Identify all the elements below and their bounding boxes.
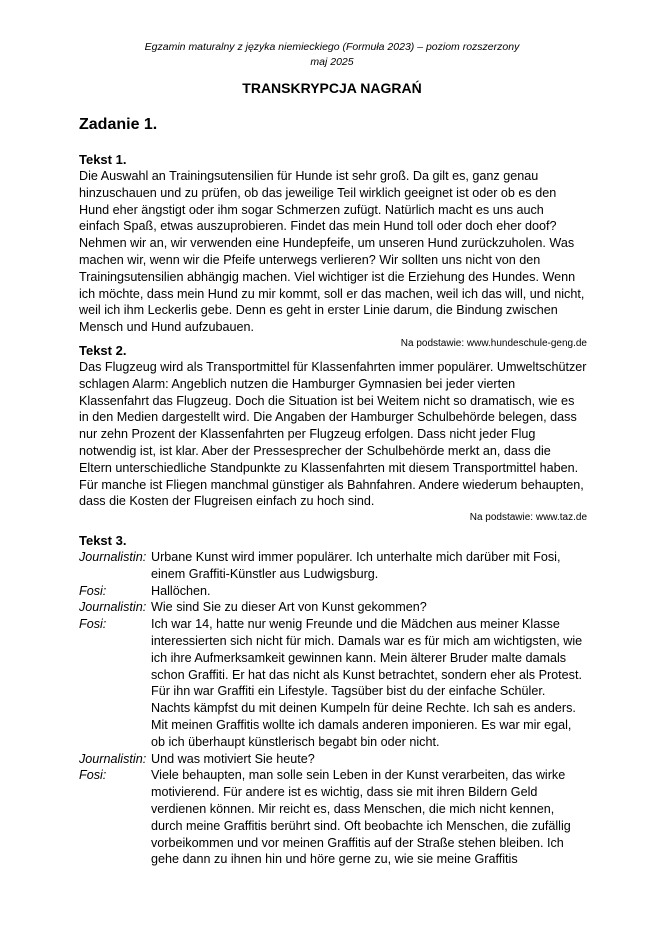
text-1-source: Na podstawie: www.hundeschule-geng.de [400, 337, 587, 349]
dialog-turn [79, 549, 587, 583]
dialog-turn [79, 751, 587, 768]
dialog-turn [79, 616, 587, 750]
text-2-heading: Tekst 2. [79, 343, 127, 358]
speech-text: Wie sind Sie zu dieser Art von Kunst gekommen? [151, 600, 427, 615]
speaker-label: Fosi: [79, 617, 107, 632]
text-2-source: Na podstawie: www.taz.de [469, 512, 587, 524]
speaker-label: Journalistin: [79, 751, 147, 766]
speaker-label: Journalistin: [79, 550, 147, 564]
speaker-label: Journalistin: [79, 600, 147, 615]
header-line-1: Egzamin maturalny z języka niemieckiego (Formuła 2023) – poziom rozszerzony [144, 41, 520, 53]
text-3-heading: Tekst 3. [79, 533, 127, 548]
page-title: TRANSKRYPCJA NAGRAŃ [242, 80, 422, 96]
speech-text: Urbane Kunst wird immer populärer. Ich unterhalte mich darüber mit Fosi, einem Graffiti-Künstler aus Ludwigsburg. [151, 550, 561, 581]
text-1-section [79, 151, 587, 351]
speech-text: Hallöchen. [151, 583, 211, 598]
task-heading: Zadanie 1. [79, 116, 158, 133]
speaker-label: Fosi: [79, 768, 107, 783]
text-3-section [79, 532, 587, 868]
speaker-label: Fosi: [79, 583, 107, 598]
exam-header [0, 40, 664, 70]
speech-text: Ich war 14, hatte nur wenig Freunde und die Mädchen aus meiner Klasse interessierten sich nicht für mich. Damals war es für mich am wichtigsten, wie ich ihre Aufmerksamkeit gewinnen kann. Mein älterer Bruder malte damals schon Graffiti. Er hat das nicht als Kunst betrachtet, sondern eher als Protest. Für ihn war Graffiti ein Lifestyle. Tagsüber bist du der einfache Schüler. Nachts kämpfst du mit deinen Kumpeln für deine Rechte. Ich sah es anders. Mit meinen Graffitis wollte ich damals anderen imponieren. Es war mir egal, ob ich überhaupt künstlerisch begabt bin oder nicht. [151, 617, 583, 749]
text-2-body: Das Flugzeug wird als Transportmittel für Klassenfahrten immer populärer. Umweltschützer schlagen Alarm: Angeblich nutzen die Hamburger Gymnasien bei jeder vierten Klassenfahrt das Flugzeug. Doch die Situation ist bei Weitem nicht so dramatisch, wie es in den Medien dargestellt wird. Die Angaben der Hamburger Schulbehörde belegen, dass nur zehn Prozent der Klassenfahrten per Flugzeug erfolgen. Dass nicht jeder Flug notwendig ist, ist klar. Aber der Pressesprecher der Schulbehörde merkt an, dass die Eltern unterschiedliche Standpunkte zu Klassenfahrten mit diesem Transportmittel haben. Für manche ist Fliegen manchmal günstiger als Bahnfahren. Andere wiederum behaupten, dass die Kosten der Flugreisen einfach zu hoch sind. [79, 360, 587, 509]
dialog-turn [79, 767, 587, 868]
speech-text: Viele behaupten, man solle sein Leben in der Kunst verarbeiten, das wirke motivierend. Für andere ist es wichtig, dass sie mit ihren Bildern Geld verdienen können. Mir reicht es, dass Menschen, die mich nicht kennen, durch meine Graffitis berührt sind. Oft beobachte ich Menschen, die zufällig vorbeikommen und vor meinen Graffitis auf der Straße stehen bleiben. Ich gehe dann zu ihnen hin und höre gerne zu, wie sie meine Graffitis [151, 768, 571, 867]
speech-text: Und was motiviert Sie heute? [151, 751, 315, 766]
text-1-body: Die Auswahl an Trainingsutensilien für Hunde ist sehr groß. Da gilt es, ganz genau hinzuschauen und zu prüfen, ob das jeweilige Teil wirklich geeignet ist oder ob es den Hund eher ängstigt oder ihm sogar Schmerzen zufügt. Natürlich macht es uns auch einfach Spaß, etwas auszuprobieren. Findet das mein Hund toll oder doch eher doof? Nehmen wir an, wir verwenden eine Hundepfeife, um unseren Hund zurückzuholen. Was machen wir, wenn wir die Pfeife unterwegs verlieren? Wir sollten uns nicht von den Trainingsutensilien abhängig machen. Viel wichtiger ist die Erziehung des Hundes. Wenn ich möchte, dass mein Hund zu mir kommt, soll er das machen, weil ich das will, und nicht, weil ich ihm Leckerlis gebe. Denn es geht in erster Linie darum, die Bindung zwischen Mensch und Hund aufzubauen. [79, 169, 585, 335]
header-line-2: maj 2025 [310, 56, 354, 68]
dialog-turn [79, 599, 587, 616]
text-1-heading: Tekst 1. [79, 152, 127, 167]
interview-dialog [79, 549, 587, 868]
text-2-section [79, 342, 587, 525]
dialog-turn [79, 583, 587, 600]
